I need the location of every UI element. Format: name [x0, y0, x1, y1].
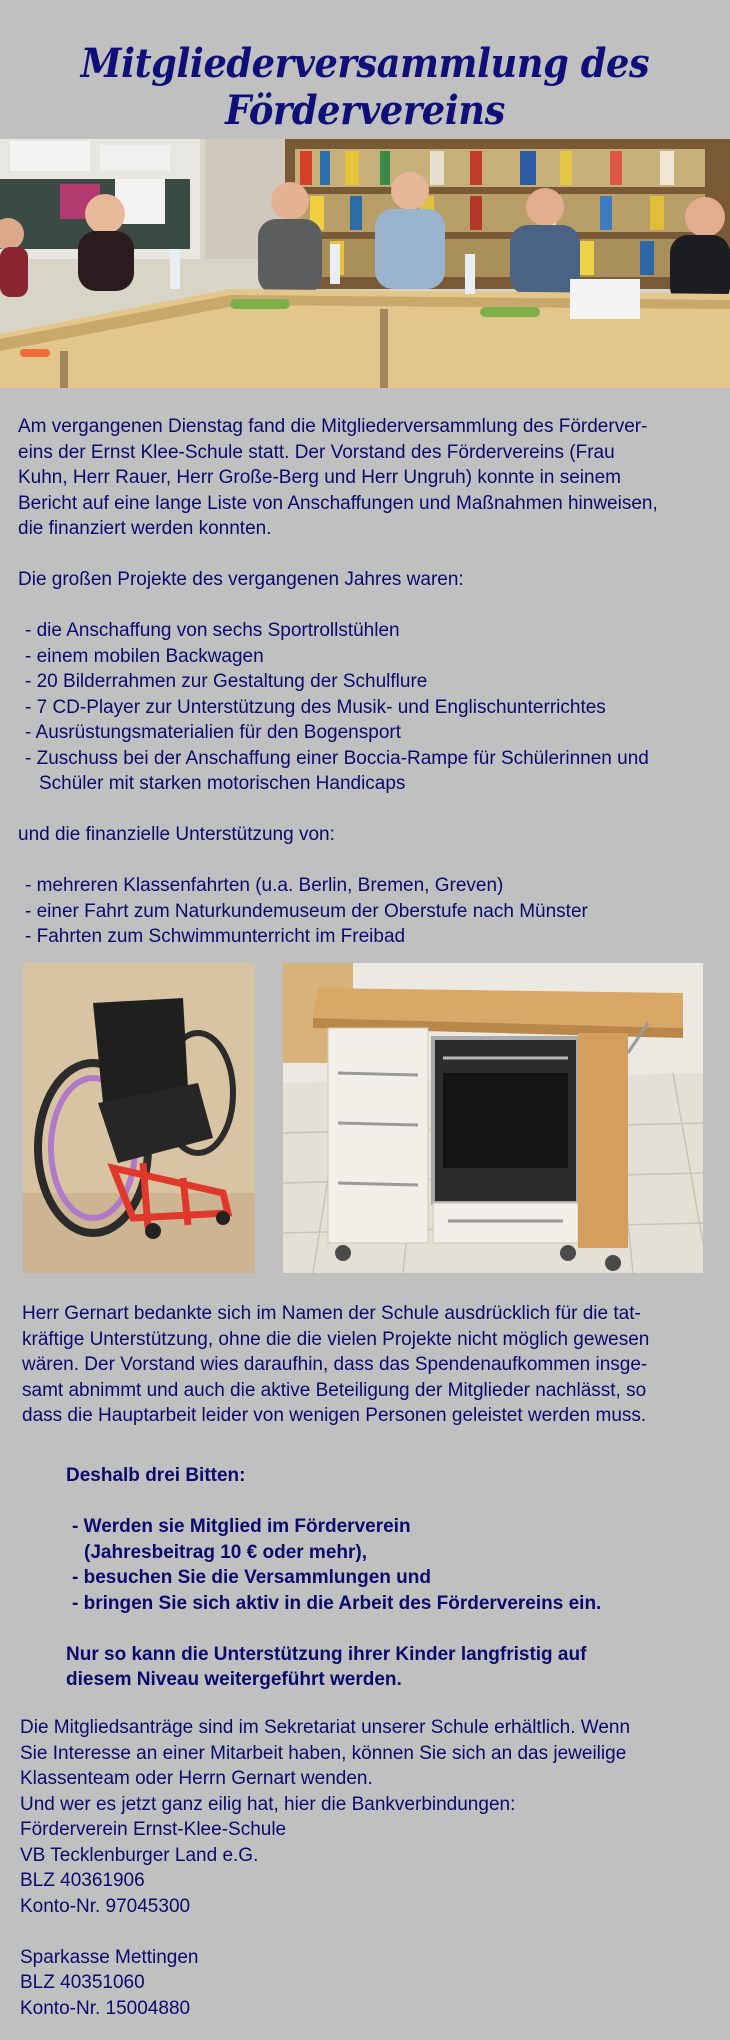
intro-line: Am vergangenen Dienstag fand die Mitgliederversammlung des Förderver- [18, 416, 648, 437]
bank-code: BLZ 40351060 [20, 1972, 145, 1993]
closing-line: diesem Niveau weitergeführt werden. [66, 1669, 402, 1690]
bank-name: Förderverein Ernst-Klee-Schule [20, 1819, 287, 1840]
contact-line: Und wer es jetzt ganz eilig hat, hier die Bankverbindungen: [20, 1793, 516, 1815]
intro-line: die finanziert werden konnten. [18, 518, 272, 539]
intro-line: eins der Ernst Klee-Schule statt. Der Vorstand des Fördervereins (Frau [18, 441, 615, 463]
projects-heading: Die großen Projekte des vergangenen Jahres waren: [18, 569, 464, 590]
account-number: Konto-Nr. 97045300 [20, 1895, 191, 1917]
support-heading: und die finanzielle Unterstützung von: [18, 824, 335, 845]
contact-line: Die Mitgliedsanträge sind im Sekretariat unserer Schule erhältlich. Wenn [20, 1717, 631, 1738]
account-number: Konto-Nr. 15004880 [20, 1997, 191, 2019]
thanks-section [22, 1301, 722, 1429]
bank-institute: VB Tecklenburger Land e.G. [20, 1844, 259, 1866]
list-item-continuation: Schüler mit starken motorischen Handicaps [39, 773, 406, 794]
list-item: - Fahrten zum Schwimmunterricht im Freibad [25, 926, 406, 947]
intro-section [18, 414, 718, 950]
requests-section [66, 1463, 726, 1693]
contact-section [20, 1715, 720, 2021]
support-list [18, 873, 718, 950]
intro-line: Bericht auf eine lange Liste von Anschaffungen und Maßnahmen hinweisen, [18, 492, 658, 514]
closing-line: Nur so kann die Unterstützung ihrer Kinder langfristig auf [66, 1643, 587, 1665]
request-item: - bringen Sie sich aktiv in die Arbeit des Fördervereins ein. [72, 1592, 602, 1614]
thanks-line: wären. Der Vorstand wies daraufhin, dass das Spendenaufkommen insge- [22, 1354, 648, 1375]
wheelchair-photo [23, 963, 255, 1273]
baking-trolley-photo [283, 963, 703, 1273]
bank-institute: Sparkasse Mettingen [20, 1946, 199, 1968]
requests-heading: Deshalb drei Bitten: [66, 1465, 246, 1486]
contact-line: Klassenteam oder Herrn Gernart wenden. [20, 1768, 373, 1789]
list-item: - einer Fahrt zum Naturkundemuseum der Oberstufe nach Münster [25, 900, 588, 922]
thanks-line: samt abnimmt und auch die aktive Beteiligung der Mitglieder nachlässt, so [22, 1379, 647, 1401]
thanks-line: kräftige Unterstützung, ohne die die vielen Projekte nicht möglich gewesen [22, 1328, 650, 1350]
thanks-line: Herr Gernart bedankte sich im Namen der Schule ausdrücklich für die tat- [22, 1303, 641, 1324]
contact-line: Sie Interesse an einer Mitarbeit haben, können Sie sich an das jeweilige [20, 1742, 627, 1764]
list-item: - 20 Bilderrahmen zur Gestaltung der Schulflure [25, 671, 428, 692]
page-title: Mitgliederversammlung des Fördervereins [80, 40, 650, 134]
request-item: - Werden sie Mitglied im Förderverein [72, 1516, 411, 1537]
list-item: - einem mobilen Backwagen [25, 645, 264, 667]
intro-line: Kuhn, Herr Rauer, Herr Große-Berg und Herr Ungruh) konnte in seinem [18, 467, 621, 488]
list-item: - mehreren Klassenfahrten (u.a. Berlin, Bremen, Greven) [25, 875, 504, 896]
request-item-continuation: (Jahresbeitrag 10 € oder mehr), [84, 1541, 367, 1563]
request-item: - besuchen Sie die Versammlungen und [72, 1567, 431, 1588]
meeting-photo [0, 139, 730, 388]
list-item: - Zuschuss bei der Anschaffung einer Boccia-Rampe für Schülerinnen und [25, 747, 649, 769]
projects-list [18, 618, 718, 797]
list-item: - 7 CD-Player zur Unterstützung des Musik- und Englischunterrichtes [25, 696, 606, 718]
list-item: - Ausrüstungsmaterialien für den Bogensport [25, 722, 401, 743]
thanks-line: dass die Hauptarbeit leider von wenigen Personen geleistet werden muss. [22, 1405, 647, 1426]
list-item: - die Anschaffung von sechs Sportrollstühlen [25, 620, 400, 641]
bank-code: BLZ 40361906 [20, 1870, 145, 1891]
